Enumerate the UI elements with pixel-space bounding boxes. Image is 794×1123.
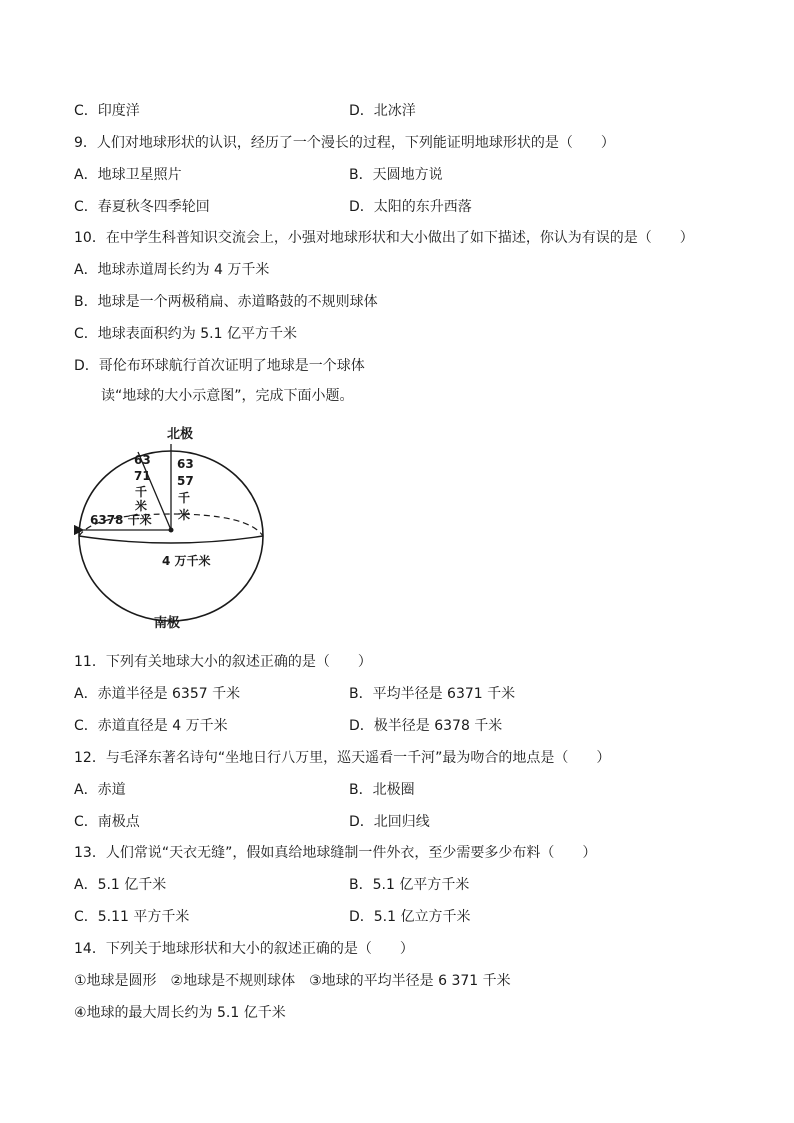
equator-front-line [79,536,263,543]
q13-option-b: B．5.1 亿平方千米 [349,877,470,893]
q10-stem: 10．在中学生科普知识交流会上，小强对地球形状和大小做出了如下描述，你认为有误的是（ ） [74,230,694,246]
q13-option-d: D．5.1 亿立方千米 [349,909,471,925]
equatorial-radius-label: 6378 千米 [90,513,152,527]
q14-stem: 14．下列关于地球形状和大小的叙述正确的是（ ） [74,941,414,957]
q13-option-a: A．5.1 亿千米 [74,877,167,893]
q11-option-a: A．赤道半径是 6357 千米 [74,686,241,702]
polar-radius-label-2: 57 [177,474,194,488]
q13-option-c: C．5.11 平方千米 [74,909,190,925]
q10-option-c: C．地球表面积约为 5.1 亿平方千米 [74,326,297,342]
q12-stem: 12．与毛泽东著名诗句“坐地日行八万里，巡天遥看一千河”最为吻合的地点是（ ） [74,750,611,766]
q8-option-c: C．印度洋 [74,103,140,119]
q10-option-b: B．地球是一个两极稍扁、赤道略鼓的不规则球体 [74,294,378,310]
q10-option-a: A．地球赤道周长约为 4 万千米 [74,262,270,278]
q14-statements-line-1: ①地球是圆形 ②地球是不规则球体 ③地球的平均半径是 6 371 千米 [74,973,511,989]
q14-statements-line-2: ④地球的最大周长约为 5.1 亿千米 [74,1005,286,1021]
mean-radius-label-1: 63 [134,453,151,467]
q11-option-d: D．极半径是 6378 千米 [349,718,503,734]
q9-option-a: A．地球卫星照片 [74,167,182,183]
q10-option-d: D．哥伦布环球航行首次证明了地球是一个球体 [74,358,365,374]
q12-option-c: C．南极点 [74,814,140,830]
mean-radius-label-3: 千 [135,485,148,499]
mean-radius-label-2: 71 [134,469,151,483]
q9-option-b: B．天圆地方说 [349,167,443,183]
q9-option-d: D．太阳的东升西落 [349,199,472,215]
q11-stem: 11．下列有关地球大小的叙述正确的是（ ） [74,654,372,670]
circumference-label: 4 万千米 [162,554,211,568]
polar-radius-label-1: 63 [177,457,194,471]
earth-center-dot [169,528,174,533]
q12-option-d: D．北回归线 [349,814,430,830]
q9-option-c: C．春夏秋冬四季轮回 [74,199,210,215]
q11-option-c: C．赤道直径是 4 万千米 [74,718,228,734]
polar-radius-label-4: 米 [178,508,191,522]
q11-option-b: B．平均半径是 6371 千米 [349,686,516,702]
mean-radius-label-4: 米 [135,499,148,513]
north-pole-label: 北极 [167,427,194,442]
q13-stem: 13．人们常说“天衣无缝”，假如真给地球缝制一件外衣，至少需要多少布料（ ） [74,845,597,861]
q9-stem: 9．人们对地球形状的认识，经历了一个漫长的过程，下列能证明地球形状的是（ ） [74,135,615,151]
reading-prompt: 读“地球的大小示意图”，完成下面小题。 [101,388,354,404]
polar-radius-label-3: 千 [178,491,191,505]
q12-option-b: B．北极圈 [349,782,415,798]
q12-option-a: A．赤道 [74,782,126,798]
q8-option-d: D．北冰洋 [349,103,416,119]
earth-size-diagram [74,422,284,634]
south-pole-label: 南极 [154,616,181,631]
